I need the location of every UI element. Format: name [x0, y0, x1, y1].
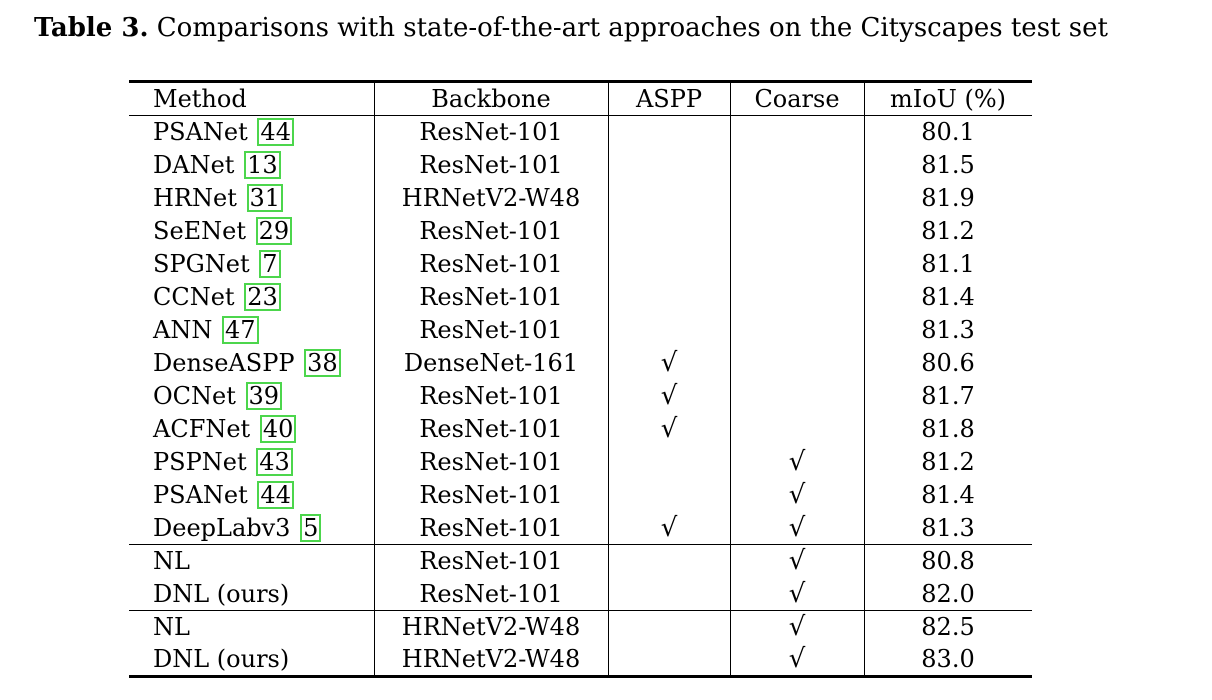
table-row — [129, 578, 1032, 611]
table-row — [129, 413, 1032, 446]
cell-backbone: ResNet-101 — [374, 248, 608, 281]
method-name: PSPNet — [153, 448, 247, 476]
cell-method — [129, 116, 374, 149]
cell-coarse: √ — [730, 545, 864, 578]
cell-aspp — [608, 611, 730, 644]
cell-aspp: √ — [608, 380, 730, 413]
cell-backbone: DenseNet-161 — [374, 347, 608, 380]
citation-link[interactable]: 29 — [256, 217, 293, 245]
cell-backbone: ResNet-101 — [374, 380, 608, 413]
cell-aspp — [608, 215, 730, 248]
table-caption — [34, 12, 1108, 44]
table-body — [129, 116, 1032, 677]
cell-miou: 82.5 — [864, 611, 1032, 644]
cell-miou: 81.9 — [921, 184, 975, 212]
cell-coarse: √ — [730, 644, 864, 677]
cell-backbone: ResNet-101 — [374, 149, 608, 182]
cell-method — [129, 479, 374, 512]
cell-aspp — [608, 248, 730, 281]
citation-link[interactable]: 7 — [259, 250, 280, 278]
cell-aspp: √ — [608, 512, 730, 545]
cell-miou: 81.4 — [921, 283, 975, 311]
cell-aspp — [608, 281, 730, 314]
cell-backbone: ResNet-101 — [374, 413, 608, 446]
cell-aspp: √ — [608, 347, 730, 380]
table-row — [129, 479, 1032, 512]
citation-link[interactable]: 13 — [244, 151, 281, 179]
cell-backbone: ResNet-101 — [374, 578, 608, 611]
table-row — [129, 644, 1032, 677]
method-name: HRNet — [153, 184, 237, 212]
table-row — [129, 512, 1032, 545]
cell-backbone: HRNetV2-W48 — [374, 182, 608, 215]
method-name: DeepLabv3 — [153, 513, 291, 542]
cell-coarse — [730, 281, 864, 314]
cell-method — [129, 611, 374, 644]
method-name: ANN — [153, 316, 213, 344]
citation-link[interactable]: 5 — [300, 514, 321, 542]
cell-backbone: ResNet-101 — [374, 512, 608, 545]
table-row — [129, 182, 1032, 215]
cell-method — [129, 578, 374, 611]
cell-method — [129, 347, 374, 380]
cell-backbone: ResNet-101 — [374, 281, 608, 314]
cell-aspp — [608, 182, 730, 215]
cell-backbone: ResNet-101 — [374, 215, 608, 248]
cell-backbone: ResNet-101 — [374, 116, 608, 149]
cell-method — [129, 380, 374, 413]
cell-method — [129, 248, 374, 281]
citation-link[interactable]: 44 — [257, 118, 294, 146]
cell-miou: 80.1 — [921, 118, 975, 147]
results-table — [129, 80, 1032, 678]
cell-coarse: √ — [730, 512, 864, 545]
cell-aspp: √ — [608, 413, 730, 446]
cell-backbone: HRNetV2-W48 — [374, 611, 608, 644]
header-method: Method — [129, 82, 374, 116]
citation-link[interactable]: 38 — [304, 349, 341, 377]
table-row — [129, 248, 1032, 281]
cell-miou: 80.8 — [864, 545, 1032, 578]
table-row — [129, 215, 1032, 248]
cell-aspp — [608, 149, 730, 182]
cell-backbone: HRNetV2-W48 — [374, 644, 608, 677]
cell-method — [129, 314, 374, 347]
cell-coarse — [730, 149, 864, 182]
method-name: PSANet — [153, 118, 248, 147]
cell-coarse — [730, 314, 864, 347]
cell-method — [129, 413, 374, 446]
header-backbone: Backbone — [374, 82, 608, 116]
table-row — [129, 347, 1032, 380]
citation-link[interactable]: 23 — [244, 283, 281, 311]
table-row — [129, 446, 1032, 479]
method-name: NL — [153, 613, 190, 642]
cell-miou: 81.2 — [921, 448, 975, 476]
cell-coarse: √ — [730, 611, 864, 644]
cell-coarse — [730, 248, 864, 281]
cell-aspp — [608, 479, 730, 512]
header-coarse: Coarse — [730, 82, 864, 116]
cell-backbone: ResNet-101 — [374, 545, 608, 578]
cell-miou: 81.1 — [921, 250, 975, 278]
method-name: SPGNet — [153, 250, 250, 278]
cell-coarse — [730, 413, 864, 446]
header-row — [129, 82, 1032, 116]
cell-backbone: ResNet-101 — [374, 446, 608, 479]
cell-method — [129, 149, 374, 182]
cell-coarse — [730, 215, 864, 248]
cell-miou: 81.2 — [921, 217, 975, 245]
cell-miou: 81.5 — [921, 151, 975, 179]
citation-link[interactable]: 47 — [222, 316, 259, 344]
header-miou: mIoU (%) — [864, 82, 1032, 116]
cell-coarse — [730, 116, 864, 149]
cell-aspp — [608, 578, 730, 611]
cell-miou: 80.6 — [921, 349, 975, 377]
cell-aspp — [608, 644, 730, 677]
table-row — [129, 611, 1032, 644]
cell-miou: 81.3 — [921, 316, 975, 344]
cell-miou: 82.0 — [921, 579, 975, 608]
table-row — [129, 380, 1032, 413]
cell-aspp — [608, 545, 730, 578]
cell-coarse: √ — [730, 578, 864, 611]
citation-link[interactable]: 43 — [256, 448, 293, 476]
caption-text: Comparisons with state-of-the-art approaches on the Cityscapes test set — [156, 13, 1108, 43]
table-row — [129, 149, 1032, 182]
cell-miou: 81.3 — [921, 513, 975, 542]
cell-backbone: ResNet-101 — [374, 314, 608, 347]
cell-coarse — [730, 380, 864, 413]
cell-aspp — [608, 446, 730, 479]
method-name: DANet — [153, 151, 235, 179]
cell-coarse — [730, 182, 864, 215]
citation-link[interactable]: 44 — [257, 481, 294, 509]
cell-backbone: ResNet-101 — [374, 479, 608, 512]
cell-miou: 81.8 — [921, 415, 975, 443]
citation-link[interactable]: 39 — [246, 382, 283, 410]
cell-coarse — [730, 347, 864, 380]
cell-method — [129, 215, 374, 248]
cell-aspp — [608, 314, 730, 347]
citation-link[interactable]: 40 — [260, 415, 297, 443]
cell-miou: 83.0 — [864, 644, 1032, 677]
cell-miou: 81.4 — [921, 481, 975, 509]
cell-aspp — [608, 116, 730, 149]
method-name: DNL (ours) — [153, 645, 290, 674]
table-row — [129, 116, 1032, 149]
method-name: ACFNet — [153, 415, 251, 443]
table-row — [129, 281, 1032, 314]
method-name: CCNet — [153, 283, 235, 311]
method-name: PSANet — [153, 481, 248, 509]
cell-method — [129, 512, 374, 545]
method-name: NL — [153, 547, 190, 576]
cell-method — [129, 446, 374, 479]
table-label: Table 3. — [34, 13, 149, 43]
cell-method — [129, 281, 374, 314]
method-name: DenseASPP — [153, 349, 295, 377]
method-name: DNL (ours) — [153, 579, 290, 608]
cell-method — [129, 545, 374, 578]
table-row — [129, 545, 1032, 578]
cell-method — [129, 182, 374, 215]
cell-method — [129, 644, 374, 677]
cell-coarse: √ — [730, 479, 864, 512]
method-name: SeENet — [153, 217, 247, 245]
cell-coarse: √ — [730, 446, 864, 479]
cell-miou: 81.7 — [921, 382, 975, 410]
method-name: OCNet — [153, 382, 236, 410]
header-aspp: ASPP — [608, 82, 730, 116]
table-row — [129, 314, 1032, 347]
citation-link[interactable]: 31 — [247, 184, 284, 212]
